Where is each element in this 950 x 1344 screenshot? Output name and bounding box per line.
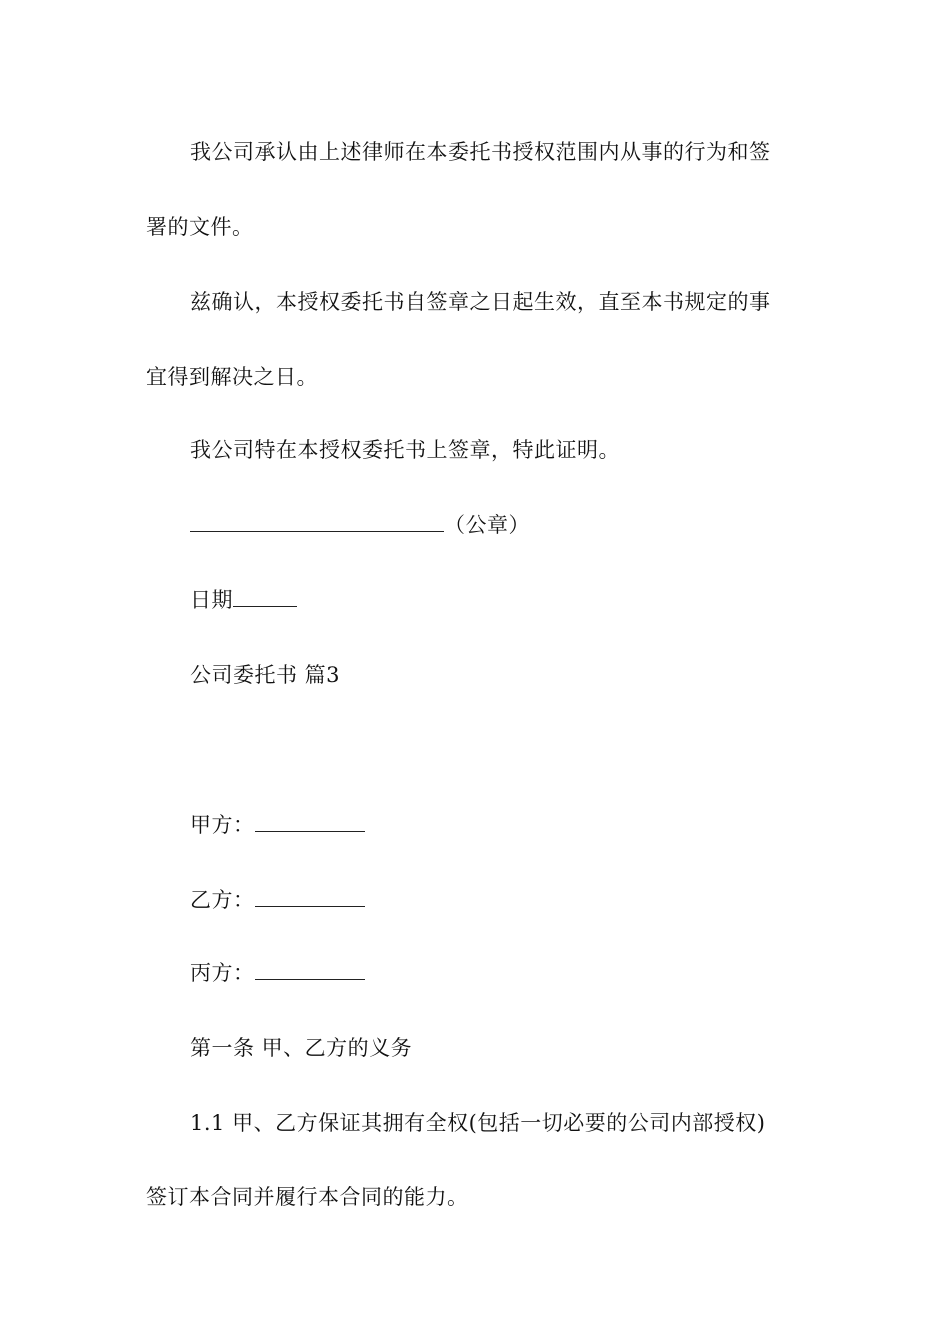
party-b-blank (255, 888, 365, 907)
party-a-line (190, 810, 365, 840)
paragraph-3: 我公司特在本授权委托书上签章，特此证明。 (190, 438, 620, 462)
seal-line (190, 510, 530, 540)
party-c-blank (255, 961, 365, 980)
clause-1-1-line-2: 签订本合同并履行本合同的能力。 (146, 1185, 469, 1209)
paragraph-1-line-2: 署的文件。 (146, 215, 254, 239)
seal-label: （公章） (444, 513, 530, 537)
clause-1-1-line-1: 1.1 甲、乙方保证其拥有全权(包括一切必要的公司内部授权) (190, 1111, 766, 1135)
party-b-label: 乙方： (190, 888, 255, 912)
party-a-blank (255, 813, 365, 832)
paragraph-1-line-1: 我公司承认由上述律师在本委托书授权范围内从事的行为和签 (190, 140, 771, 164)
date-blank (233, 588, 297, 607)
paragraph-2-line-1: 兹确认，本授权委托书自签章之日起生效，直至本书规定的事 (190, 290, 771, 314)
date-line (190, 585, 297, 615)
seal-blank (190, 513, 444, 532)
date-label: 日期 (190, 588, 233, 612)
paragraph-2-line-2: 宜得到解决之日。 (146, 365, 318, 389)
party-b-line (190, 885, 365, 915)
party-c-line (190, 958, 365, 988)
section-title: 公司委托书 篇3 (190, 663, 341, 687)
party-a-label: 甲方： (190, 813, 255, 837)
party-c-label: 丙方： (190, 961, 255, 985)
article-1-title: 第一条 甲、乙方的义务 (190, 1036, 413, 1060)
